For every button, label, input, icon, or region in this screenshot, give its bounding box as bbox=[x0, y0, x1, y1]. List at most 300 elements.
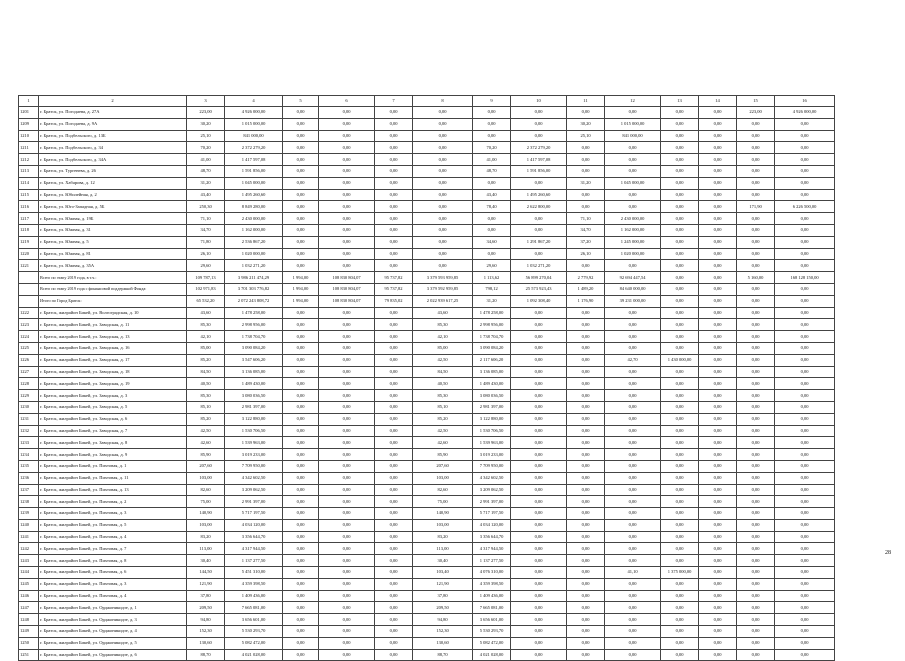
value-cell: 0,00 bbox=[567, 484, 605, 496]
value-cell: 25,10 bbox=[567, 130, 605, 142]
value-cell: 0,00 bbox=[699, 484, 737, 496]
value-cell: 0,00 bbox=[699, 449, 737, 461]
value-cell: 0,00 bbox=[775, 567, 835, 579]
value-cell: 0,00 bbox=[319, 142, 375, 154]
value-cell: 0,00 bbox=[567, 390, 605, 402]
address-cell: г. Братск, жилрайон Бикей, ул. Пихтовая, д. 4 bbox=[39, 531, 187, 543]
value-cell: 0,00 bbox=[375, 614, 413, 626]
table-row bbox=[19, 213, 835, 225]
value-cell: 85,20 bbox=[187, 413, 225, 425]
address-cell: г. Братск, жилрайон Бикей, ул. Заводская, д. 7 bbox=[39, 425, 187, 437]
value-cell: 0,00 bbox=[699, 460, 737, 472]
value-cell: 0,00 bbox=[319, 401, 375, 413]
value-cell: 0,00 bbox=[375, 508, 413, 520]
address-cell: г. Братск, жилрайон Бикей, ул. Пихтовая, д. 6 bbox=[39, 567, 187, 579]
value-cell: 0,00 bbox=[473, 177, 511, 189]
value-cell: 209,50 bbox=[187, 602, 225, 614]
value-cell: 0,00 bbox=[511, 484, 567, 496]
value-cell: 3 080 036,50 bbox=[473, 390, 511, 402]
value-cell: 41,00 bbox=[187, 154, 225, 166]
value-cell: 223,00 bbox=[737, 107, 775, 119]
value-cell: 0,00 bbox=[375, 248, 413, 260]
address-cell: Всего по этапу 2019 года с финансовой поддержкой Фонда: bbox=[39, 283, 187, 295]
value-cell: 0,00 bbox=[375, 142, 413, 154]
value-cell: 0,00 bbox=[605, 260, 661, 272]
value-cell: 103,40 bbox=[413, 567, 473, 579]
value-cell: 0,00 bbox=[699, 260, 737, 272]
value-cell: 1 430 000,00 bbox=[661, 354, 699, 366]
address-cell: г. Братск, жилрайон Бикей, ул. Орджоникидзе, д. 6 bbox=[39, 649, 187, 661]
value-cell: 4 034 120,00 bbox=[225, 519, 283, 531]
value-cell: 0,00 bbox=[661, 437, 699, 449]
value-cell: 0,00 bbox=[661, 118, 699, 130]
row-number-cell: 1234 bbox=[19, 449, 39, 461]
value-cell: 0,00 bbox=[699, 649, 737, 661]
value-cell: 0,00 bbox=[473, 248, 511, 260]
value-cell: 0,00 bbox=[775, 390, 835, 402]
value-cell: 0,00 bbox=[567, 165, 605, 177]
value-cell: 42,10 bbox=[413, 331, 473, 343]
table-row bbox=[19, 472, 835, 484]
table-row bbox=[19, 165, 835, 177]
address-cell: г. Братск, ул. Юго-Западная, д. 5Б bbox=[39, 201, 187, 213]
value-cell: 0,00 bbox=[319, 578, 375, 590]
table-row bbox=[19, 578, 835, 590]
value-cell: 0,00 bbox=[283, 248, 319, 260]
value-cell: 0,00 bbox=[567, 472, 605, 484]
value-cell: 0,00 bbox=[605, 189, 661, 201]
value-cell: 103,00 bbox=[187, 519, 225, 531]
value-cell: 1 994,00 bbox=[283, 272, 319, 284]
value-cell: 0,00 bbox=[775, 260, 835, 272]
value-cell: 0,00 bbox=[319, 508, 375, 520]
value-cell: 168 128 150,00 bbox=[775, 272, 835, 284]
value-cell: 0,00 bbox=[375, 319, 413, 331]
value-cell: 0,00 bbox=[567, 590, 605, 602]
value-cell: 0,00 bbox=[605, 154, 661, 166]
value-cell: 1 020 000,00 bbox=[225, 248, 283, 260]
value-cell: 0,00 bbox=[319, 236, 375, 248]
value-cell: 85,90 bbox=[187, 449, 225, 461]
value-cell: 0,00 bbox=[375, 543, 413, 555]
value-cell: 0,00 bbox=[319, 224, 375, 236]
value-cell: 0,00 bbox=[661, 519, 699, 531]
value-cell: 0,00 bbox=[319, 165, 375, 177]
value-cell: 0,00 bbox=[511, 519, 567, 531]
value-cell: 0,00 bbox=[567, 531, 605, 543]
value-cell: 841 000,00 bbox=[225, 130, 283, 142]
row-number-cell: 1224 bbox=[19, 331, 39, 343]
value-cell: 26,10 bbox=[187, 248, 225, 260]
value-cell: 42,60 bbox=[187, 437, 225, 449]
value-cell: 0,00 bbox=[511, 508, 567, 520]
value-cell: 0,00 bbox=[567, 508, 605, 520]
value-cell: 5 082 472,00 bbox=[473, 637, 511, 649]
value-cell: 0,00 bbox=[567, 602, 605, 614]
column-header: 15 bbox=[737, 96, 775, 107]
value-cell: 0,00 bbox=[605, 519, 661, 531]
value-cell: 2 022 939 617,25 bbox=[413, 295, 473, 307]
value-cell: 1 478 258,00 bbox=[225, 307, 283, 319]
value-cell: 0,00 bbox=[375, 154, 413, 166]
value-cell: 3 547 606,20 bbox=[225, 354, 283, 366]
value-cell: 0,00 bbox=[567, 519, 605, 531]
value-cell: 0,00 bbox=[605, 331, 661, 343]
address-cell: г. Братск, жилрайон Бикей, ул. Пихтовая, д. 5 bbox=[39, 519, 187, 531]
value-cell: 79 835,02 bbox=[375, 295, 413, 307]
value-cell: 0,00 bbox=[605, 107, 661, 119]
value-cell: 0,00 bbox=[413, 213, 473, 225]
value-cell: 0,00 bbox=[737, 165, 775, 177]
value-cell: 3 136 085,00 bbox=[473, 366, 511, 378]
value-cell: 0,00 bbox=[737, 472, 775, 484]
value-cell: 0,00 bbox=[375, 519, 413, 531]
value-cell: 0,00 bbox=[775, 319, 835, 331]
value-cell: 88,70 bbox=[187, 649, 225, 661]
value-cell: 0,00 bbox=[737, 248, 775, 260]
value-cell: 0,00 bbox=[737, 602, 775, 614]
value-cell: 0,00 bbox=[319, 307, 375, 319]
value-cell: 0,00 bbox=[661, 626, 699, 638]
value-cell: 1 994,00 bbox=[283, 295, 319, 307]
value-cell: 0,00 bbox=[699, 472, 737, 484]
table-row bbox=[19, 508, 835, 520]
value-cell: 0,00 bbox=[699, 236, 737, 248]
value-cell: 0,00 bbox=[511, 413, 567, 425]
value-cell: 2 622 800,00 bbox=[511, 201, 567, 213]
value-cell: 0,00 bbox=[737, 437, 775, 449]
value-cell: 0,00 bbox=[661, 378, 699, 390]
value-cell: 0,00 bbox=[737, 484, 775, 496]
address-cell: г. Братск, ул. Подбельского, д. 13Б bbox=[39, 130, 187, 142]
value-cell: 0,00 bbox=[511, 590, 567, 602]
value-cell: 0,00 bbox=[473, 107, 511, 119]
value-cell: 0,00 bbox=[699, 626, 737, 638]
table-row bbox=[19, 118, 835, 130]
row-number-cell: 1238 bbox=[19, 496, 39, 508]
address-cell: г. Братск, ул. Южная, д. 5 bbox=[39, 236, 187, 248]
value-cell: 65 532,20 bbox=[187, 295, 225, 307]
value-cell: 0,00 bbox=[699, 342, 737, 354]
value-cell: 5 082 472,00 bbox=[225, 637, 283, 649]
value-cell: 1 092 308,40 bbox=[511, 295, 567, 307]
address-cell: г. Братск, жилрайон Бикей, ул. Пихтовая, д. 13 bbox=[39, 484, 187, 496]
value-cell: 0,00 bbox=[661, 508, 699, 520]
value-cell: 0,00 bbox=[283, 531, 319, 543]
value-cell: 0,00 bbox=[283, 307, 319, 319]
value-cell: 85,10 bbox=[187, 401, 225, 413]
value-cell: 0,00 bbox=[283, 555, 319, 567]
value-cell: 0,00 bbox=[319, 555, 375, 567]
value-cell: 0,00 bbox=[375, 602, 413, 614]
table-row bbox=[19, 401, 835, 413]
value-cell: 144,50 bbox=[187, 567, 225, 579]
value-cell: 0,00 bbox=[661, 142, 699, 154]
value-cell: 0,00 bbox=[661, 154, 699, 166]
value-cell: 0,00 bbox=[605, 342, 661, 354]
value-cell: 0,00 bbox=[413, 248, 473, 260]
value-cell: 2 430 000,00 bbox=[605, 213, 661, 225]
value-cell: 0,00 bbox=[699, 142, 737, 154]
table-row bbox=[19, 484, 835, 496]
value-cell: 0,00 bbox=[283, 437, 319, 449]
value-cell: 4 926 000,00 bbox=[775, 107, 835, 119]
value-cell: 84,50 bbox=[187, 366, 225, 378]
value-cell: 0,00 bbox=[283, 401, 319, 413]
value-cell: 42,50 bbox=[413, 354, 473, 366]
value-cell: 1 137 277,50 bbox=[225, 555, 283, 567]
value-cell: 3 209 062,50 bbox=[225, 484, 283, 496]
value-cell: 841 000,00 bbox=[605, 130, 661, 142]
value-cell: 0,00 bbox=[661, 189, 699, 201]
value-cell: 0,00 bbox=[699, 224, 737, 236]
value-cell: 2 998 956,00 bbox=[225, 319, 283, 331]
value-cell: 0,00 bbox=[283, 543, 319, 555]
value-cell: 0,00 bbox=[283, 637, 319, 649]
value-cell: 0,00 bbox=[319, 319, 375, 331]
row-number-cell: 1248 bbox=[19, 614, 39, 626]
value-cell: 140,90 bbox=[187, 508, 225, 520]
table-row bbox=[19, 295, 835, 307]
value-cell: 108 830 804,07 bbox=[319, 283, 375, 295]
value-cell: 2 072 243 808,72 bbox=[225, 295, 283, 307]
table-row bbox=[19, 590, 835, 602]
value-cell: 0,00 bbox=[699, 248, 737, 260]
value-cell: 2 117 606,20 bbox=[473, 354, 511, 366]
value-cell: 0,00 bbox=[737, 283, 775, 295]
value-cell: 0,00 bbox=[775, 307, 835, 319]
value-cell: 0,00 bbox=[775, 118, 835, 130]
value-cell: 1 162 000,00 bbox=[225, 224, 283, 236]
table-row bbox=[19, 649, 835, 661]
value-cell: 0,00 bbox=[319, 602, 375, 614]
value-cell: 4 317 944,50 bbox=[473, 543, 511, 555]
value-cell: 0,00 bbox=[567, 626, 605, 638]
value-cell: 0,00 bbox=[283, 602, 319, 614]
row-number-cell: 1235 bbox=[19, 460, 39, 472]
table-row bbox=[19, 107, 835, 119]
value-cell: 85,00 bbox=[413, 342, 473, 354]
value-cell: 0,00 bbox=[319, 543, 375, 555]
row-number-cell: 1239 bbox=[19, 508, 39, 520]
value-cell: 1 417 597,08 bbox=[225, 154, 283, 166]
row-number-cell: 1212 bbox=[19, 154, 39, 166]
value-cell: 42,60 bbox=[413, 437, 473, 449]
value-cell: 48,70 bbox=[187, 165, 225, 177]
value-cell: 0,00 bbox=[567, 460, 605, 472]
value-cell: 0,00 bbox=[661, 531, 699, 543]
value-cell: 0,00 bbox=[319, 531, 375, 543]
column-header: 13 bbox=[661, 96, 699, 107]
address-cell: г. Братск, ул. Погодаева, д. 9А bbox=[39, 118, 187, 130]
value-cell: 0,00 bbox=[699, 272, 737, 284]
value-cell: 0,00 bbox=[605, 449, 661, 461]
value-cell: 48,70 bbox=[473, 165, 511, 177]
value-cell: 8 849 280,00 bbox=[225, 201, 283, 213]
value-cell: 0,00 bbox=[511, 567, 567, 579]
value-cell: 0,00 bbox=[737, 189, 775, 201]
value-cell: 94,80 bbox=[187, 614, 225, 626]
value-cell: 95 737,82 bbox=[375, 272, 413, 284]
value-cell: 0,00 bbox=[511, 472, 567, 484]
value-cell: 0,00 bbox=[605, 649, 661, 661]
address-cell: г. Братск, жилрайон Бикей, ул. Орджоникидзе, д. 4 bbox=[39, 626, 187, 638]
row-number-cell: 1242 bbox=[19, 543, 39, 555]
value-cell: 0,00 bbox=[737, 236, 775, 248]
value-cell: 1 591 856,00 bbox=[225, 165, 283, 177]
address-cell: г. Братск, жилрайон Бикей, ул. Пихтовая, д. 2 bbox=[39, 496, 187, 508]
value-cell: 85,30 bbox=[413, 319, 473, 331]
value-cell: 0,00 bbox=[737, 319, 775, 331]
value-cell: 0,00 bbox=[775, 142, 835, 154]
value-cell: 207,60 bbox=[413, 460, 473, 472]
value-cell: 0,00 bbox=[661, 331, 699, 343]
value-cell: 0,00 bbox=[375, 189, 413, 201]
value-cell: 0,00 bbox=[567, 555, 605, 567]
address-cell: г. Братск, ул. Подбельского, д. 34А bbox=[39, 154, 187, 166]
value-cell: 29,60 bbox=[187, 260, 225, 272]
value-cell: 0,00 bbox=[775, 496, 835, 508]
value-cell: 0,00 bbox=[661, 366, 699, 378]
value-cell: 0,00 bbox=[413, 165, 473, 177]
value-cell: 0,00 bbox=[567, 201, 605, 213]
table-row bbox=[19, 224, 835, 236]
value-cell: 0,00 bbox=[605, 460, 661, 472]
row-number-cell: 1201 bbox=[19, 107, 39, 119]
value-cell: 2 536 867,20 bbox=[225, 236, 283, 248]
value-cell: 0,00 bbox=[567, 413, 605, 425]
value-cell: 0,00 bbox=[605, 637, 661, 649]
value-cell: 0,00 bbox=[567, 331, 605, 343]
value-cell: 0,00 bbox=[375, 378, 413, 390]
value-cell: 0,00 bbox=[661, 637, 699, 649]
value-cell: 0,00 bbox=[605, 508, 661, 520]
value-cell: 0,00 bbox=[283, 496, 319, 508]
value-cell: 0,00 bbox=[699, 555, 737, 567]
value-cell: 0,00 bbox=[567, 567, 605, 579]
row-number-cell: 1243 bbox=[19, 555, 39, 567]
value-cell: 3 122 880,00 bbox=[225, 413, 283, 425]
value-cell: 1 495 260,60 bbox=[225, 189, 283, 201]
value-cell: 0,00 bbox=[511, 531, 567, 543]
value-cell: 0,00 bbox=[661, 590, 699, 602]
value-cell: 0,00 bbox=[413, 236, 473, 248]
value-cell: 0,00 bbox=[737, 390, 775, 402]
value-cell: 113,00 bbox=[413, 543, 473, 555]
value-cell: 0,00 bbox=[699, 130, 737, 142]
value-cell: 0,00 bbox=[567, 614, 605, 626]
value-cell: 0,00 bbox=[319, 460, 375, 472]
value-cell: 0,00 bbox=[699, 578, 737, 590]
value-cell: 0,00 bbox=[737, 213, 775, 225]
value-cell: 0,00 bbox=[699, 602, 737, 614]
value-cell: 0,00 bbox=[699, 201, 737, 213]
value-cell: 0,00 bbox=[661, 401, 699, 413]
page-number: 28 bbox=[885, 550, 891, 556]
value-cell: 0,00 bbox=[283, 118, 319, 130]
address-cell: г. Братск, жилрайон Бикей, ул. Заводская, д. 5 bbox=[39, 401, 187, 413]
value-cell: 42,70 bbox=[605, 354, 661, 366]
value-cell: 71,10 bbox=[567, 213, 605, 225]
value-cell: 0,00 bbox=[699, 413, 737, 425]
value-cell: 5 717 197,50 bbox=[225, 508, 283, 520]
value-cell: 0,00 bbox=[375, 437, 413, 449]
value-cell: 3 136 085,00 bbox=[225, 366, 283, 378]
column-header: 1 bbox=[19, 96, 39, 107]
value-cell: 0,00 bbox=[737, 508, 775, 520]
value-cell: 0,00 bbox=[737, 295, 775, 307]
value-cell: 0,00 bbox=[661, 555, 699, 567]
table-row bbox=[19, 236, 835, 248]
value-cell: 0,00 bbox=[375, 224, 413, 236]
row-number-cell: 1233 bbox=[19, 437, 39, 449]
row-number-cell: 1250 bbox=[19, 637, 39, 649]
value-cell: 0,00 bbox=[775, 637, 835, 649]
value-cell: 2 998 956,00 bbox=[473, 319, 511, 331]
value-cell: 0,00 bbox=[567, 366, 605, 378]
value-cell: 0,00 bbox=[319, 130, 375, 142]
value-cell: 0,00 bbox=[775, 236, 835, 248]
value-cell: 43,60 bbox=[187, 307, 225, 319]
value-cell: 0,00 bbox=[511, 130, 567, 142]
value-cell: 2 430 000,00 bbox=[225, 213, 283, 225]
value-cell: 4 021 028,00 bbox=[225, 649, 283, 661]
data-table bbox=[18, 95, 835, 661]
value-cell: 31,20 bbox=[187, 177, 225, 189]
address-cell: г. Братск, жилрайон Бикей, ул. Заводская, д. 13 bbox=[39, 331, 187, 343]
value-cell: 4 359 398,50 bbox=[473, 578, 511, 590]
value-cell: 0,00 bbox=[737, 590, 775, 602]
value-cell: 0,00 bbox=[511, 177, 567, 189]
value-cell: 0,00 bbox=[567, 496, 605, 508]
value-cell: 1 113,62 bbox=[473, 272, 511, 284]
value-cell: 7 709 950,00 bbox=[473, 460, 511, 472]
table-row bbox=[19, 378, 835, 390]
value-cell: 43,40 bbox=[473, 189, 511, 201]
value-cell: 0,00 bbox=[375, 331, 413, 343]
value-cell: 3 122 880,00 bbox=[473, 413, 511, 425]
value-cell: 30,20 bbox=[187, 118, 225, 130]
value-cell: 0,00 bbox=[567, 578, 605, 590]
value-cell: 1 417 597,08 bbox=[511, 154, 567, 166]
value-cell: 0,00 bbox=[567, 107, 605, 119]
value-cell: 0,00 bbox=[375, 307, 413, 319]
value-cell: 0,00 bbox=[605, 413, 661, 425]
value-cell: 0,00 bbox=[661, 107, 699, 119]
value-cell: 1 020 000,00 bbox=[605, 248, 661, 260]
value-cell: 0,00 bbox=[319, 472, 375, 484]
value-cell: 85,30 bbox=[413, 390, 473, 402]
table-row bbox=[19, 307, 835, 319]
value-cell: 0,00 bbox=[775, 531, 835, 543]
column-header: 14 bbox=[699, 96, 737, 107]
value-cell: 0,00 bbox=[605, 425, 661, 437]
value-cell: 0,00 bbox=[567, 449, 605, 461]
value-cell: 95 737,82 bbox=[375, 283, 413, 295]
row-number-cell: 1241 bbox=[19, 531, 39, 543]
value-cell: 0,00 bbox=[283, 519, 319, 531]
value-cell: 0,00 bbox=[737, 224, 775, 236]
value-cell: 3 090 084,20 bbox=[225, 342, 283, 354]
value-cell: 71,80 bbox=[187, 236, 225, 248]
value-cell: 0,00 bbox=[775, 342, 835, 354]
value-cell: 31,20 bbox=[473, 295, 511, 307]
value-cell: 84 640 000,00 bbox=[605, 283, 661, 295]
value-cell: 250,30 bbox=[187, 201, 225, 213]
value-cell: 0,00 bbox=[511, 637, 567, 649]
value-cell: 0,00 bbox=[567, 260, 605, 272]
value-cell: 0,00 bbox=[775, 578, 835, 590]
